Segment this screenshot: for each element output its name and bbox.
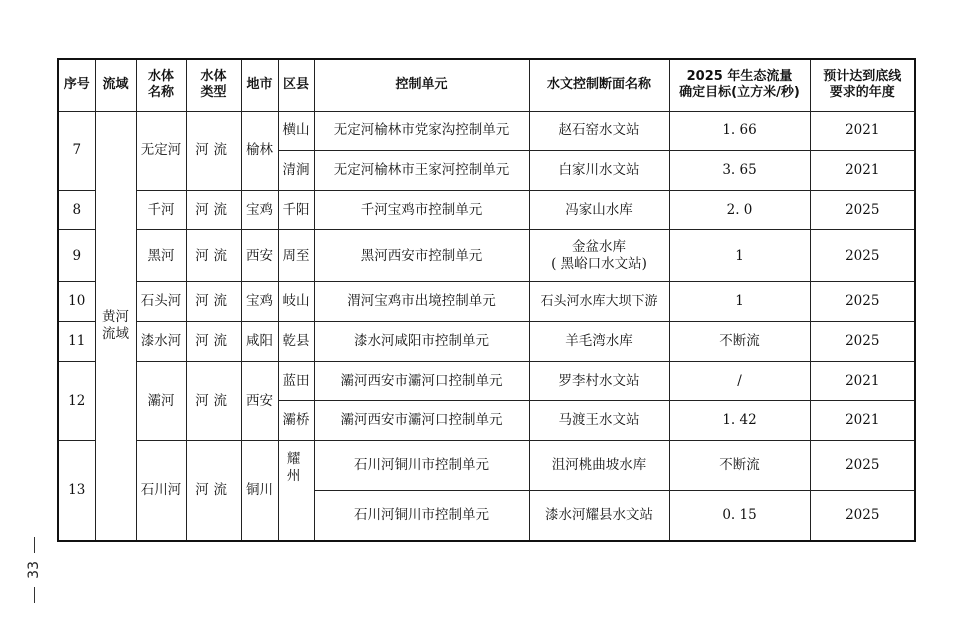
county-cell: 耀州 (278, 441, 314, 541)
city-cell: 宝鸡 (241, 190, 278, 230)
water-type-cell: 河流 (186, 111, 241, 190)
water-type-cell: 河流 (186, 322, 241, 362)
year-cell: 2021 (810, 401, 915, 441)
unit-cell: 石川河铜川市控制单元 (314, 490, 529, 541)
section-cell: 沮河桃曲坡水库 (529, 441, 669, 491)
unit-cell: 渭河宝鸡市出境控制单元 (314, 282, 529, 322)
unit-cell: 无定河榆林市王家河控制单元 (314, 151, 529, 191)
seq-cell: 12 (58, 361, 95, 440)
target-cell: 1. 66 (669, 111, 810, 151)
basin-cell: 黄河 流域 (95, 111, 136, 541)
unit-cell: 灞河西安市灞河口控制单元 (314, 361, 529, 401)
table-row (58, 230, 915, 282)
water-name-cell: 石川河 (136, 441, 186, 541)
water-name-cell: 黑河 (136, 230, 186, 282)
unit-cell: 漆水河咸阳市控制单元 (314, 322, 529, 362)
table-row (58, 282, 915, 322)
county-cell: 周至 (278, 230, 314, 282)
year-cell: 2025 (810, 441, 915, 491)
unit-cell: 灞河西安市灞河口控制单元 (314, 401, 529, 441)
section-cell: 赵石窑水文站 (529, 111, 669, 151)
water-type-cell: 河流 (186, 282, 241, 322)
county-cell: 清涧 (278, 151, 314, 191)
seq-cell: 13 (58, 441, 95, 541)
header-seq: 序号 (58, 59, 95, 111)
county-cell: 岐山 (278, 282, 314, 322)
header-county: 区县 (278, 59, 314, 111)
county-cell: 横山 (278, 111, 314, 151)
table-row (58, 322, 915, 362)
seq-cell: 7 (58, 111, 95, 190)
seq-cell: 9 (58, 230, 95, 282)
table-row (58, 111, 915, 151)
target-cell: 不断流 (669, 441, 810, 491)
target-cell: 1 (669, 230, 810, 282)
header-row (58, 59, 915, 111)
city-cell: 咸阳 (241, 322, 278, 362)
header-year: 预计达到底线 要求的年度 (810, 59, 915, 111)
county-cell: 灞桥 (278, 401, 314, 441)
water-type-cell: 河流 (186, 361, 241, 440)
water-name-cell: 漆水河 (136, 322, 186, 362)
city-cell: 西安 (241, 230, 278, 282)
water-type-cell: 河流 (186, 190, 241, 230)
unit-cell: 无定河榆林市党家沟控制单元 (314, 111, 529, 151)
header-water-type: 水体 类型 (186, 59, 241, 111)
year-cell: 2025 (810, 230, 915, 282)
target-cell: 不断流 (669, 322, 810, 362)
county-cell: 乾县 (278, 322, 314, 362)
water-type-cell: 河流 (186, 230, 241, 282)
page-number: 33 (26, 561, 42, 579)
target-cell: 1 (669, 282, 810, 322)
unit-cell: 千河宝鸡市控制单元 (314, 190, 529, 230)
section-cell: 冯家山水库 (529, 190, 669, 230)
seq-cell: 10 (58, 282, 95, 322)
city-cell: 榆林 (241, 111, 278, 190)
header-water-name: 水体 名称 (136, 59, 186, 111)
target-cell: 3. 65 (669, 151, 810, 191)
year-cell: 2021 (810, 111, 915, 151)
year-cell: 2025 (810, 490, 915, 541)
target-cell: 0. 15 (669, 490, 810, 541)
year-cell: 2025 (810, 322, 915, 362)
city-cell: 铜川 (241, 441, 278, 541)
seq-cell: 8 (58, 190, 95, 230)
county-cell: 蓝田 (278, 361, 314, 401)
section-cell: 罗李村水文站 (529, 361, 669, 401)
target-cell: 1. 42 (669, 401, 810, 441)
table-row (58, 361, 915, 401)
city-cell: 西安 (241, 361, 278, 440)
year-cell: 2021 (810, 361, 915, 401)
section-cell: 石头河水库大坝下游 (529, 282, 669, 322)
year-cell: 2025 (810, 190, 915, 230)
year-cell: 2025 (810, 282, 915, 322)
unit-cell: 黑河西安市控制单元 (314, 230, 529, 282)
city-cell: 宝鸡 (241, 282, 278, 322)
target-cell: 2. 0 (669, 190, 810, 230)
section-cell: 马渡王水文站 (529, 401, 669, 441)
section-cell: 漆水河耀县水文站 (529, 490, 669, 541)
table-row (58, 441, 915, 491)
section-cell: 白家川水文站 (529, 151, 669, 191)
water-type-cell: 河流 (186, 441, 241, 541)
section-cell: 金盆水库 ( 黑峪口水文站) (529, 230, 669, 282)
seq-cell: 11 (58, 322, 95, 362)
unit-cell: 石川河铜川市控制单元 (314, 441, 529, 491)
year-cell: 2021 (810, 151, 915, 191)
water-name-cell: 千河 (136, 190, 186, 230)
water-name-cell: 灞河 (136, 361, 186, 440)
header-target: 2025 年生态流量 确定目标(立方米/秒) (669, 59, 810, 111)
table-row (58, 190, 915, 230)
page-number-marker (22, 537, 46, 627)
water-name-cell: 无定河 (136, 111, 186, 190)
page-number-dash-top (34, 537, 35, 553)
ecological-flow-table (57, 58, 916, 542)
section-cell: 羊毛湾水库 (529, 322, 669, 362)
header-city: 地市 (241, 59, 278, 111)
page-number-dash-bottom (34, 587, 35, 603)
header-section: 水文控制断面名称 (529, 59, 669, 111)
header-control-unit: 控制单元 (314, 59, 529, 111)
target-cell: / (669, 361, 810, 401)
header-basin: 流域 (95, 59, 136, 111)
water-name-cell: 石头河 (136, 282, 186, 322)
county-cell: 千阳 (278, 190, 314, 230)
